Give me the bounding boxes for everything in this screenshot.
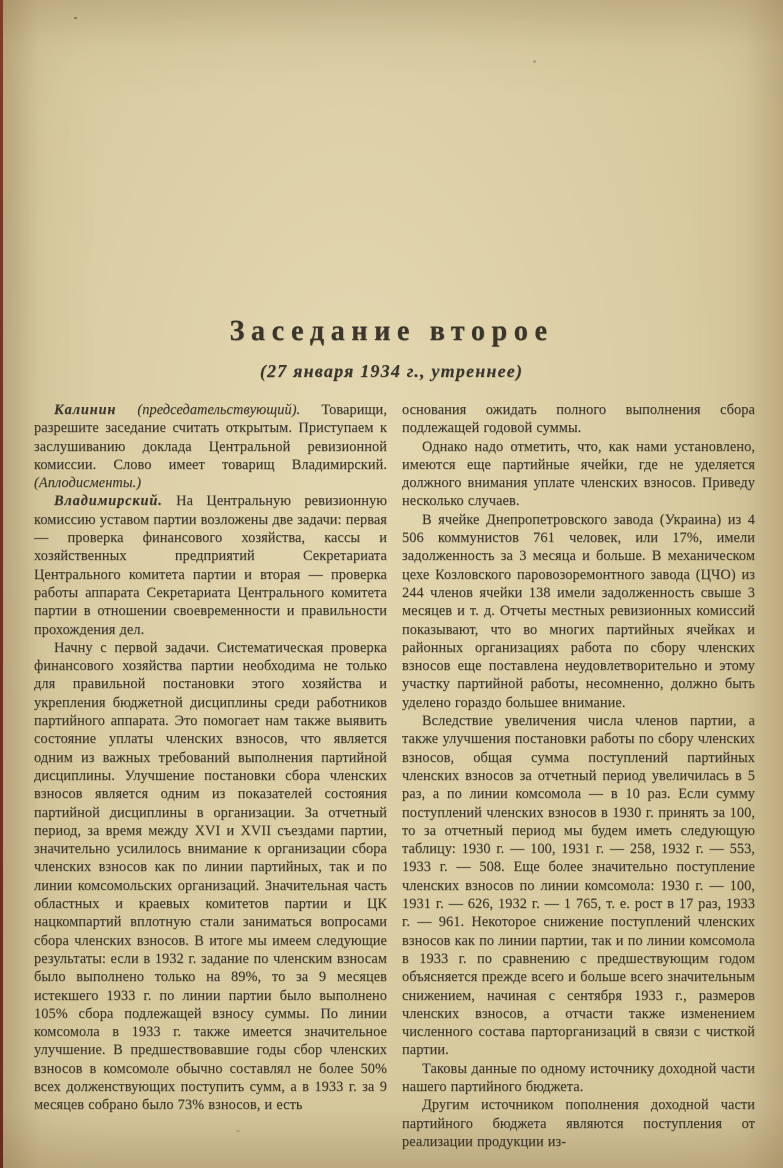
right-column xyxy=(402,401,755,1151)
chair-designation: (председательствующий). xyxy=(116,402,301,418)
session-title: Заседание второе xyxy=(229,314,554,347)
paragraph-summary: Таковы данные по одному источнику доходной части нашего партийного бюджета. xyxy=(402,1060,755,1095)
paragraph-text: Товарищи, разрешите заседание считать открытым. Приступаем к заслушиванию доклада Центральной ревизионной комиссии. Слово имеет товарищ Владимирский. xyxy=(34,402,387,473)
two-column-text xyxy=(34,401,756,1151)
paper-speck xyxy=(533,60,536,63)
paragraph-growth-table: Вследствие увеличения числа членов партии, а также улучшения постановки работы по сбору членских взносов, общая сумма поступлений партийных членских взносов за отчетный период увеличилась в 5 раз, а по линии комсомола — в 10 раз. Если сумму поступлений членских взносов в 1930 г. принять за 100, то за отчетный период мы будем иметь следующую таблицу: 1930 г. — 100, 1931 г. — 258, 1932 г. — 553, 1933 г. — 508. Еще более значительно поступление членских взносов по линии комсомола: 1930 г. — 100, 1931 г. — 626, 1932 г. — 1 765, т. е. рост в 17 раз, 1933 г. — 961. Некоторое снижение поступлений членских взносов как по линии партии, так и по линии комсомола в 1933 г. по сравнению с предшествующим годом объясняется прежде всего и больше всего значительным снижением, начиная с сентября 1933 г., размеров членских взносов, а отчасти также изменением численного состава парторганизаций в связи с чисткой партии. xyxy=(402,713,755,1059)
paper-speck xyxy=(74,17,77,19)
paragraph-however: Однако надо отметить, что, как нами установлено, имеются еще партийные ячейки, где не уделяется должного внимания уплате членских взносов. Приведу несколько случаев. xyxy=(402,438,755,510)
paragraph-other-source: Другим источником пополнения доходной части партийного бюджета являются поступления от реализации продукции из- xyxy=(402,1097,755,1150)
paragraph-kalinin-opening xyxy=(34,401,387,492)
speaker-vladimirsky: Владимирский. xyxy=(54,493,163,510)
paragraph-vladimirsky-opening xyxy=(34,492,387,638)
binding-edge xyxy=(0,0,3,1168)
paragraph-first-task: Начну с первой задачи. Систематическая проверка финансового хозяйства партии необходима не только для правильной постановки этого хозяйства и укрепления бюджетной дисциплины среди работников партийного аппарата. Это помогает нам также выявить состояние уплаты членских взносов, что является одним из важных требований выполнения партийной дисциплины. Улучшение постановки сбора членских взносов является одним из показателей состояния партийной дисциплины в организации. За отчетный период, за время между XVI и XVII съездами партии, значительно усилилось внимание к организации сбора членских взносов как по линии партийных, так и по линии комсомольских организаций. Значительная часть областных и краевых комитетов партии и ЦК нацкомпартий вплотную стали заниматься вопросами сбора членских взносов. В итоге мы имеем следующие результаты: если в 1932 г. задание по членским взносам было выполнено только на 89%, то за 9 месяцев истекшего 1933 г. по линии партии было выполнено 105% сбора подлежащей взносу суммы. По линии комсомола в 1933 г. также имеется значительное улучшение. В предшествовавшие годы сбор членских взносов в комсомоле обычно составлял не более 50% всех долженствующих поступить сумм, а в 1933 г. за 9 месяцев собрано было 73% взносов, и есть xyxy=(34,639,387,1114)
applause-note: (Аплодисменты.) xyxy=(34,475,142,492)
paragraph-text: На Центральную ревизионную комиссию уставом партии возложены две задачи: первая — проверка финансового хозяйства, кассы и хозяйственных предприятий Секретариата Центрального комитета партии и вторая — проверка работы аппарата Секретариата Центрального комитета партии в отношении своевременности и правильности прохождения дел. xyxy=(34,493,387,638)
paragraph-examples: В ячейке Днепропетровского завода (Украина) из 4 506 коммунистов 761 человек, или 17%, имели задолженность за 3 месяца и больше. В механическом цехе Козловского паровозоремонтного завода (ЦЧО) из 244 членов ячейки 138 имели задолженность свыше 3 месяцев и т. д. Отчеты местных ревизионных комиссий показывают, что во многих партийных ячейках и районных организациях работа по сбору членских взносов еще поставлена неудовлетворительно и этому участку партийной работы, несомненно, должно быть уделено гораздо большее внимание. xyxy=(402,511,755,711)
left-column xyxy=(34,401,387,1151)
session-date: (27 января 1934 г., утреннее) xyxy=(259,361,524,381)
speaker-kalinin: Калинин xyxy=(54,402,117,418)
paragraph-continuation: основания ожидать полного выполнения сбора подлежащей годовой суммы. xyxy=(402,402,755,437)
session-heading xyxy=(0,314,783,382)
